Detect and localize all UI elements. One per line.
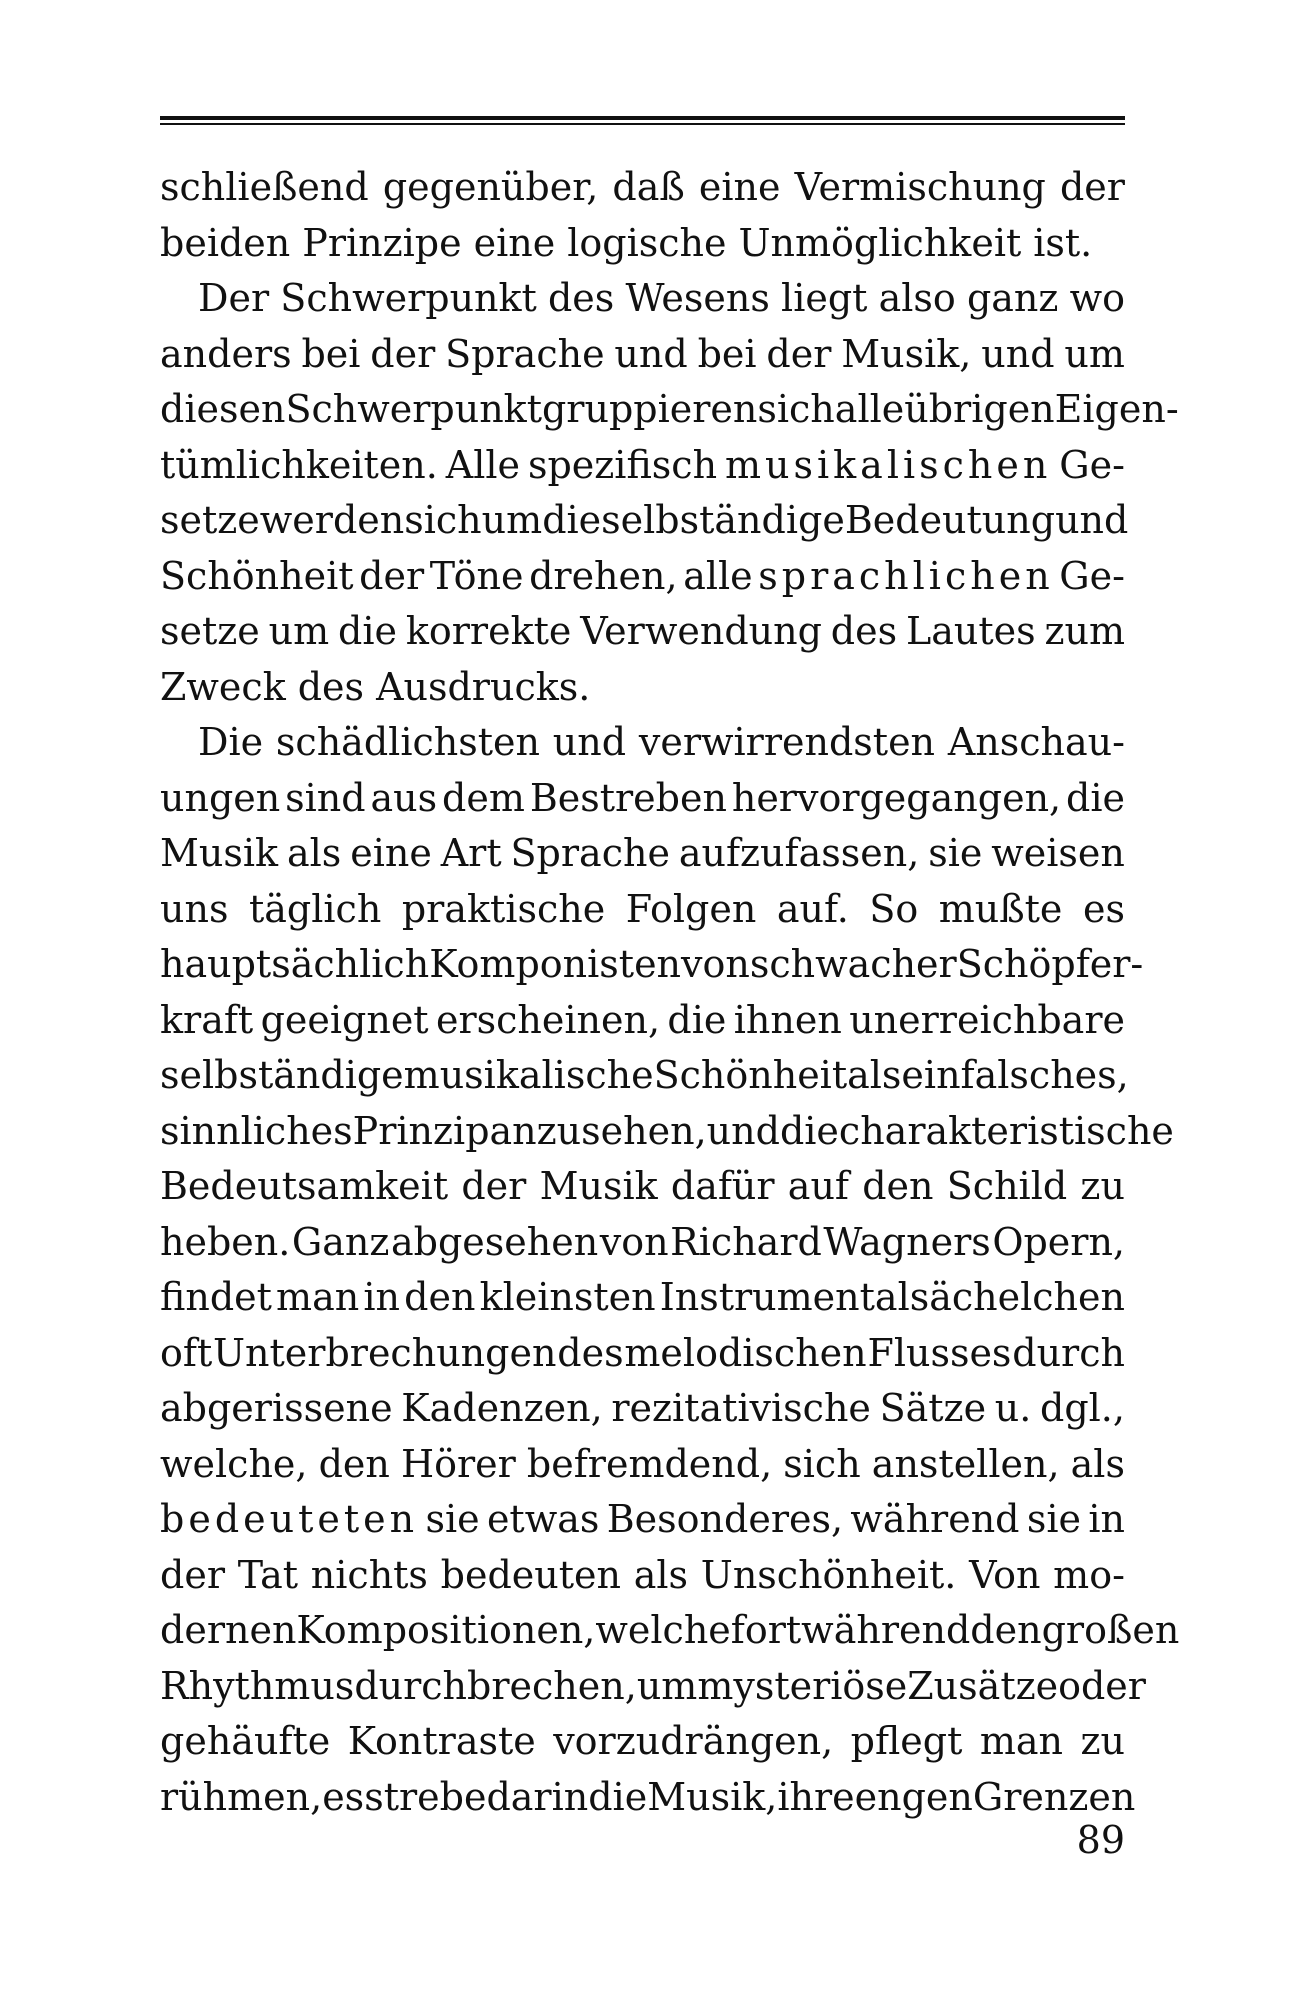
- word: anzusehen,: [489, 1108, 707, 1153]
- word: also: [878, 276, 956, 320]
- word: Zweck: [160, 664, 286, 709]
- text-line: [160, 1215, 1125, 1271]
- word: von: [599, 1219, 669, 1264]
- word: als: [847, 1053, 902, 1097]
- word: Die: [198, 720, 264, 764]
- word: dernen: [160, 1608, 297, 1652]
- word: Schönheit: [160, 553, 354, 598]
- word: findet: [160, 1275, 272, 1319]
- word: falsches,: [960, 1053, 1129, 1097]
- word: Richard: [670, 1219, 822, 1264]
- word: während: [850, 1497, 1020, 1541]
- word: spezifisch: [527, 442, 718, 487]
- word: selbständige: [601, 498, 845, 542]
- word: Lautes: [905, 609, 1036, 653]
- word: Kompositionen,: [296, 1608, 596, 1652]
- text-line: [160, 271, 1125, 327]
- word: eine: [698, 165, 781, 209]
- text-line: [160, 1048, 1129, 1104]
- word: Opern,: [992, 1219, 1125, 1264]
- word: erscheinen,: [435, 997, 661, 1042]
- word: hauptsächlich: [160, 942, 430, 986]
- word: Alle: [445, 442, 521, 487]
- word: praktische: [401, 886, 606, 931]
- word: Bedeutsamkeit: [160, 1164, 449, 1208]
- word: ihre: [777, 1774, 855, 1819]
- text-line: [160, 1548, 1125, 1604]
- text-line: [160, 771, 1125, 827]
- word: verwirrendsten: [638, 720, 936, 764]
- word: Sprache: [510, 831, 670, 875]
- page-number: 89: [1076, 1818, 1125, 1862]
- word: oder: [1058, 1663, 1146, 1708]
- word: heben.: [160, 1219, 291, 1264]
- word: schließend: [160, 165, 369, 209]
- text-line: [160, 382, 1179, 438]
- word: die: [542, 498, 602, 542]
- word: zu: [1080, 1719, 1125, 1763]
- header-rule: [160, 116, 1125, 126]
- word: kraft: [160, 997, 254, 1042]
- word: Besonderes,: [606, 1497, 844, 1541]
- word: Zusätze: [907, 1663, 1059, 1708]
- word: vorzudrängen,: [553, 1719, 834, 1763]
- word: die: [779, 1108, 839, 1153]
- word: dgl.,: [1040, 1386, 1125, 1430]
- word: welche: [595, 1608, 731, 1652]
- word: sich: [757, 387, 835, 431]
- word: der: [1059, 165, 1125, 209]
- word: um: [481, 498, 543, 542]
- text-line: [160, 493, 1129, 549]
- word: dem: [442, 775, 525, 820]
- word: Musik: [539, 1164, 658, 1208]
- word: bedeuten: [440, 1552, 622, 1597]
- word: zu: [1080, 1164, 1125, 1208]
- word: sprachlichen: [758, 553, 1054, 598]
- word: die: [1066, 775, 1125, 820]
- word: alle: [683, 553, 753, 598]
- word: Bedeutung: [844, 498, 1056, 542]
- word: um: [268, 609, 330, 653]
- word: Vermischung: [794, 165, 1046, 209]
- text-line: [160, 1770, 1136, 1826]
- text-line: [160, 715, 1125, 771]
- word: des: [557, 1330, 624, 1375]
- word: in: [1088, 1497, 1125, 1541]
- word: Der: [198, 276, 270, 320]
- word: befremdend,: [526, 1441, 773, 1486]
- word: Folgen: [625, 886, 757, 931]
- word: schädlichsten: [275, 720, 540, 764]
- word: der: [461, 1164, 527, 1208]
- text-line: [160, 1659, 1146, 1715]
- text-line: [160, 937, 1144, 993]
- word: aufzufassen,: [678, 831, 920, 875]
- word: der: [766, 331, 832, 376]
- word: und: [552, 720, 627, 764]
- word: gehäufte: [160, 1719, 331, 1763]
- word: eine: [473, 220, 556, 265]
- word: unerreichbare: [849, 997, 1125, 1042]
- word: und: [706, 1108, 780, 1153]
- word: Wagners: [823, 1219, 991, 1264]
- word: abgesehen: [390, 1219, 599, 1264]
- word: selbständige: [160, 1053, 404, 1097]
- word: Unterbrechungen: [213, 1330, 557, 1375]
- word: es: [1082, 886, 1125, 931]
- header-rule-thick: [160, 116, 1125, 120]
- word: Ganz: [291, 1219, 390, 1264]
- word: Tat: [237, 1552, 299, 1597]
- word: auf: [787, 1164, 849, 1208]
- word: man: [979, 1719, 1064, 1763]
- word: bei: [301, 331, 361, 376]
- word: Komponisten: [429, 942, 682, 986]
- text-line: [160, 993, 1125, 1049]
- word: anstellen,: [871, 1441, 1060, 1486]
- word: eine: [350, 831, 432, 875]
- word: mußte: [938, 886, 1063, 931]
- word: So: [869, 886, 919, 931]
- word: u.: [994, 1386, 1032, 1430]
- word: die: [667, 997, 727, 1042]
- text-line: [160, 216, 1125, 272]
- word: von: [681, 942, 750, 986]
- word: Prinzip: [352, 1108, 490, 1153]
- word: pflegt: [850, 1719, 963, 1763]
- word: uns: [160, 886, 229, 931]
- word: Rhythmus: [160, 1663, 355, 1708]
- word: ungen: [160, 775, 281, 820]
- word: der: [160, 1552, 225, 1597]
- word: durchbrechen,: [354, 1663, 637, 1708]
- word: zum: [1044, 609, 1125, 653]
- word: und: [981, 331, 1055, 376]
- word: rezitativische: [611, 1386, 871, 1430]
- text-line: [160, 438, 1125, 494]
- word: Verwendung: [580, 609, 822, 653]
- word: sinnliches: [160, 1108, 353, 1153]
- word: musikalische: [403, 1053, 654, 1097]
- word: den: [318, 1441, 390, 1486]
- word: sie: [928, 831, 983, 875]
- word: alle: [834, 387, 905, 431]
- word: strebe: [364, 1774, 487, 1819]
- word: auf.: [776, 886, 849, 931]
- word: logische: [567, 220, 727, 265]
- word: wo: [1069, 276, 1125, 320]
- word: engen: [854, 1774, 973, 1819]
- word: etwas: [486, 1497, 600, 1541]
- word: es: [322, 1774, 365, 1819]
- word: Musik: [160, 831, 279, 875]
- word: Grenzen: [972, 1774, 1136, 1819]
- text-line: [160, 160, 1125, 216]
- word: setze: [160, 609, 260, 653]
- word: Kontraste: [347, 1719, 536, 1763]
- word: Bestreben: [529, 775, 727, 820]
- word: welche,: [160, 1441, 308, 1486]
- word: Sätze: [879, 1386, 987, 1430]
- word: bei: [697, 331, 757, 376]
- word: täglich: [248, 886, 382, 931]
- word: gegenüber,: [382, 165, 599, 209]
- header-rule-thin: [160, 123, 1125, 125]
- word: Flusses: [867, 1330, 1012, 1375]
- word: Ausdrucks.: [376, 664, 591, 709]
- word: Musik,: [647, 1774, 778, 1819]
- word: des: [830, 609, 898, 653]
- word: abgerissene: [160, 1386, 393, 1430]
- word: oft: [160, 1330, 213, 1375]
- word: Von: [969, 1552, 1041, 1597]
- word: schwacher: [749, 942, 957, 986]
- word: Töne: [429, 553, 524, 598]
- word: den: [862, 1164, 934, 1208]
- word: und: [614, 331, 688, 376]
- word: Ge-: [1059, 442, 1125, 487]
- word: Instrumentalsächelchen: [659, 1275, 1125, 1319]
- text-line: [160, 1437, 1125, 1493]
- word: den: [970, 1608, 1042, 1652]
- word: ist.: [1033, 220, 1093, 265]
- word: Prinzipe: [302, 220, 462, 265]
- word: sie: [1026, 1497, 1081, 1541]
- word: großen: [1041, 1608, 1180, 1652]
- word: man: [276, 1275, 360, 1319]
- word: ein: [901, 1053, 961, 1097]
- word: die: [588, 1774, 648, 1819]
- word: setze: [160, 498, 260, 542]
- text-line: [160, 604, 1125, 660]
- word: und: [1055, 498, 1129, 542]
- word: melodischen: [624, 1330, 867, 1375]
- word: gruppieren: [541, 387, 758, 431]
- word: korrekte: [405, 609, 572, 653]
- word: geeignet: [260, 997, 429, 1042]
- word: als: [633, 1552, 689, 1597]
- word: mo-: [1053, 1552, 1125, 1597]
- word: Kadenzen,: [401, 1386, 603, 1430]
- word: darin: [486, 1774, 589, 1819]
- word: Schöpfer-: [956, 942, 1144, 986]
- word: den: [404, 1275, 476, 1319]
- word: charakteristische: [838, 1108, 1174, 1153]
- word: hervorgegangen,: [731, 775, 1062, 820]
- word: Schönheit: [653, 1053, 848, 1097]
- word: durch: [1012, 1330, 1125, 1375]
- word: als: [1070, 1441, 1125, 1486]
- word: Art: [440, 831, 502, 875]
- word: übrigen: [904, 387, 1055, 431]
- word: in: [363, 1275, 400, 1319]
- text-line: [160, 1714, 1125, 1770]
- text-line: [160, 549, 1125, 605]
- text-line: [160, 1603, 1180, 1659]
- word: Unschönheit.: [700, 1552, 957, 1597]
- text-line: [160, 1270, 1125, 1326]
- word: rühmen,: [160, 1774, 323, 1819]
- word: Eigen-: [1054, 387, 1179, 431]
- word: drehen,: [529, 553, 678, 598]
- body-text: [160, 160, 1180, 1825]
- word: anders: [160, 331, 292, 376]
- word: Anschau-: [947, 720, 1125, 764]
- word: Hörer: [400, 1441, 516, 1486]
- word: des: [547, 276, 615, 320]
- word: weisen: [991, 831, 1125, 875]
- word: Sprache: [445, 331, 605, 376]
- word: Schwerpunkt: [280, 276, 537, 320]
- word: Musik,: [841, 331, 972, 376]
- word: dafür: [670, 1164, 775, 1208]
- word: der: [370, 331, 436, 376]
- word: sie: [425, 1497, 480, 1541]
- word: als: [286, 831, 342, 875]
- word: liegt: [781, 276, 868, 320]
- word: nichts: [310, 1552, 428, 1597]
- word: des: [297, 664, 365, 709]
- text-line: [160, 1326, 1125, 1382]
- word: Unmöglichkeit: [738, 220, 1022, 265]
- word: bedeuteten: [160, 1497, 419, 1541]
- word: mysteriöse: [697, 1663, 908, 1708]
- word: Wesens: [625, 276, 770, 320]
- word: um: [636, 1663, 698, 1708]
- text-line: [160, 826, 1125, 882]
- text-line: [160, 882, 1125, 938]
- word: beiden: [160, 220, 291, 265]
- word: Schild: [946, 1164, 1068, 1208]
- word: musikalischen: [724, 442, 1052, 487]
- word: werden: [259, 498, 405, 542]
- word: diesen: [160, 387, 286, 431]
- word: sich: [404, 498, 482, 542]
- text-line: [160, 1104, 1174, 1160]
- word: aus: [370, 775, 438, 820]
- word: sind: [285, 775, 366, 820]
- text-line: [160, 1381, 1125, 1437]
- word: ihnen: [733, 997, 842, 1042]
- word: sich: [783, 1441, 861, 1486]
- word: tümlichkeiten.: [160, 442, 438, 487]
- word: kleinsten: [479, 1275, 656, 1319]
- text-line: [160, 1159, 1125, 1215]
- text-line: [160, 660, 1125, 716]
- word: um: [1064, 331, 1125, 376]
- word: ganz: [966, 276, 1059, 320]
- word: fortwährend: [730, 1608, 971, 1652]
- word: die: [338, 609, 397, 653]
- word: Schwerpunkt: [285, 387, 542, 431]
- word: daß: [612, 165, 685, 209]
- text-line: [160, 1492, 1125, 1548]
- word: Ge-: [1059, 553, 1125, 598]
- text-line: [160, 327, 1125, 383]
- word: der: [359, 553, 425, 598]
